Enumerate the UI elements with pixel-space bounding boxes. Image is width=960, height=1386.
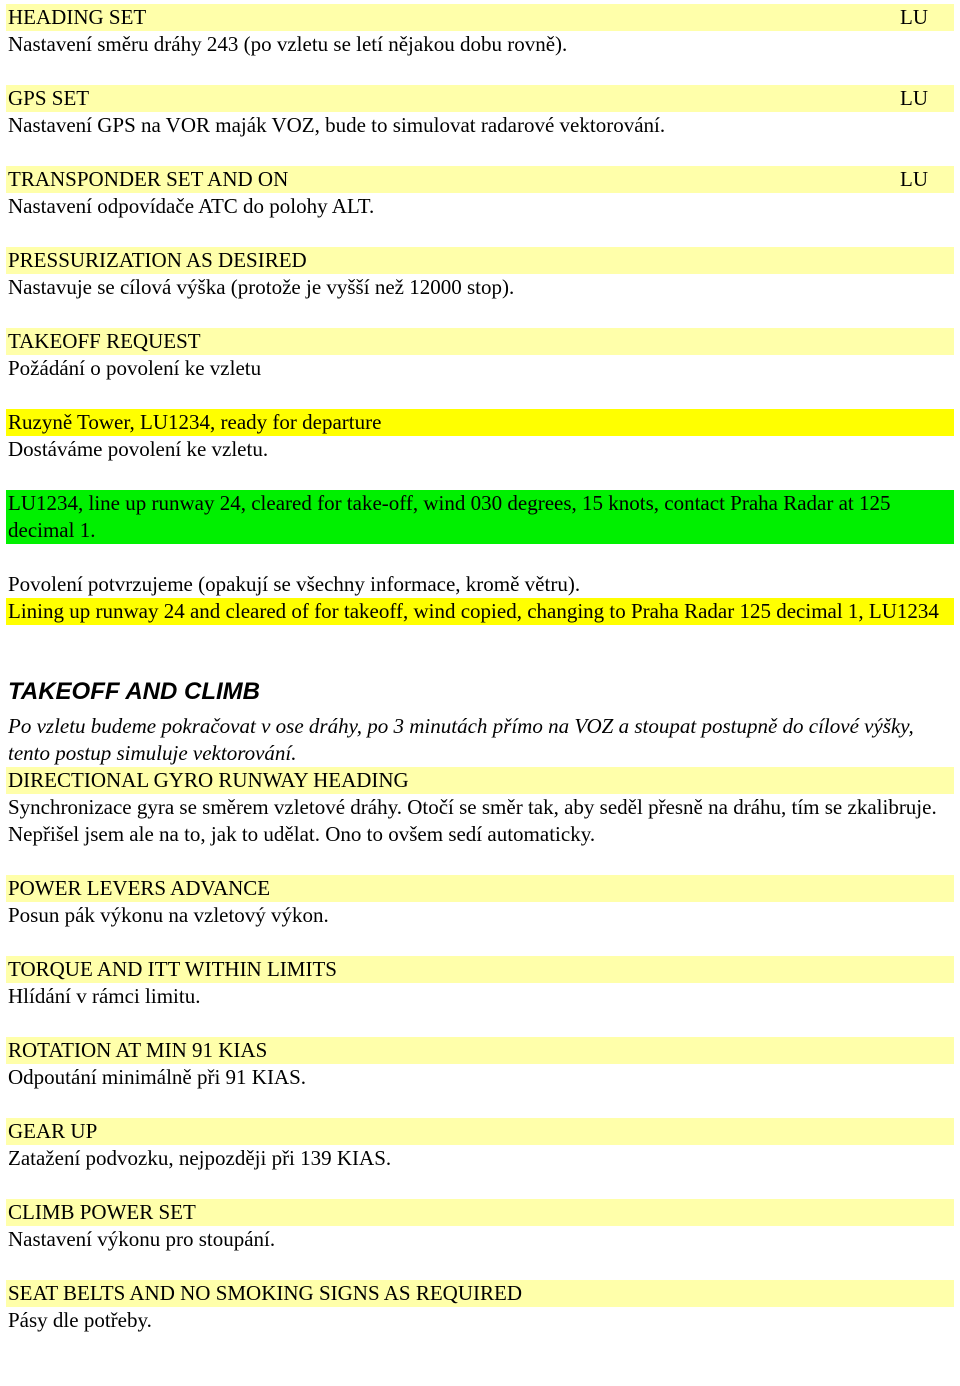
item-description: Nastavení výkonu pro stoupání. — [8, 1227, 276, 1251]
checklist-item-title — [6, 1280, 954, 1307]
radio-note: Dostáváme povolení ke vzletu. — [8, 437, 269, 461]
spacer — [6, 1010, 954, 1037]
spacer — [6, 301, 954, 328]
responsible-label: LU — [900, 5, 928, 29]
checklist-item-title — [6, 875, 954, 902]
section-intro: Po vzletu budeme pokračovat v ose dráhy, po 3 minutách přímo na VOZ a stoupat postupně do cílové výšky, tento postup simuluje vektorování. — [8, 714, 914, 765]
item-title: HEADING SET — [8, 5, 147, 29]
item-title: PRESSURIZATION AS DESIRED — [8, 248, 307, 272]
item-description: Synchronizace gyra se směrem vzletové dráhy. Otočí se směr tak, aby seděl přesně na dráhu, tím se zkalibruje. Nepřišel jsem ale na to, jak to udělat. Ono to ovšem sedí automaticky. — [8, 795, 937, 846]
checklist-item-title — [6, 1199, 954, 1226]
radio-note: Povolení potvrzujeme (opakují se všechny informace, kromě větru). — [8, 572, 581, 596]
item-title: GEAR UP — [8, 1119, 98, 1143]
item-title: TRANSPONDER SET AND ON — [8, 167, 289, 191]
item-title: POWER LEVERS ADVANCE — [8, 876, 271, 900]
tower-radio-call: LU1234, line up runway 24, cleared for take-off, wind 030 degrees, 15 knots, contact Praha Radar at 125 decimal 1. — [6, 490, 954, 544]
checklist-item-title — [6, 328, 954, 355]
item-description: Zatažení podvozku, nejpozději při 139 KIAS. — [8, 1146, 392, 1170]
item-title: GPS SET — [8, 86, 90, 110]
spacer — [6, 1253, 954, 1280]
section-heading: TAKEOFF AND CLIMB — [8, 678, 260, 705]
spacer — [6, 1091, 954, 1118]
spacer — [6, 463, 954, 490]
item-title: ROTATION AT MIN 91 KIAS — [8, 1038, 268, 1062]
spacer — [6, 58, 954, 85]
checklist-item-title — [6, 166, 954, 193]
checklist-item-title — [6, 767, 954, 794]
item-description: Požádání o povolení ke vzletu — [8, 356, 262, 380]
spacer — [6, 625, 954, 677]
spacer — [6, 382, 954, 409]
checklist-item-title — [6, 956, 954, 983]
checklist-item-title — [6, 85, 954, 112]
responsible-label: LU — [900, 86, 928, 110]
checklist-item-title — [6, 1037, 954, 1064]
item-description: Posun pák výkonu na vzletový výkon. — [8, 903, 329, 927]
item-title: TAKEOFF REQUEST — [8, 329, 201, 353]
responsible-label: LU — [900, 167, 928, 191]
item-description: Hlídání v rámci limitu. — [8, 984, 201, 1008]
pilot-readback: Lining up runway 24 and cleared of for takeoff, wind copied, changing to Praha Radar 125 decimal 1, LU1234 — [6, 598, 954, 625]
item-title: TORQUE AND ITT WITHIN LIMITS — [8, 957, 337, 981]
item-title: SEAT BELTS AND NO SMOKING SIGNS AS REQUIRED — [8, 1281, 522, 1305]
item-description: Nastavení odpovídače ATC do polohy ALT. — [8, 194, 375, 218]
spacer — [6, 544, 954, 571]
item-description: Nastavení směru dráhy 243 (po vzletu se letí nějakou dobu rovně). — [8, 32, 568, 56]
item-title: DIRECTIONAL GYRO RUNWAY HEADING — [8, 768, 409, 792]
checklist-document — [6, 4, 954, 1334]
spacer — [6, 929, 954, 956]
item-title: CLIMB POWER SET — [8, 1200, 196, 1224]
spacer — [6, 1172, 954, 1199]
item-description: Nastavuje se cílová výška (protože je vyšší než 12000 stop). — [8, 275, 515, 299]
checklist-item-title — [6, 247, 954, 274]
spacer — [6, 139, 954, 166]
spacer — [6, 848, 954, 875]
item-description: Nastavení GPS na VOR maják VOZ, bude to simulovat radarové vektorování. — [8, 113, 666, 137]
spacer — [6, 220, 954, 247]
checklist-item-title — [6, 4, 954, 31]
pilot-radio-call: Ruzyně Tower, LU1234, ready for departure — [6, 409, 954, 436]
checklist-item-title — [6, 1118, 954, 1145]
item-description: Odpoutání minimálně při 91 KIAS. — [8, 1065, 307, 1089]
item-description: Pásy dle potřeby. — [8, 1308, 152, 1332]
